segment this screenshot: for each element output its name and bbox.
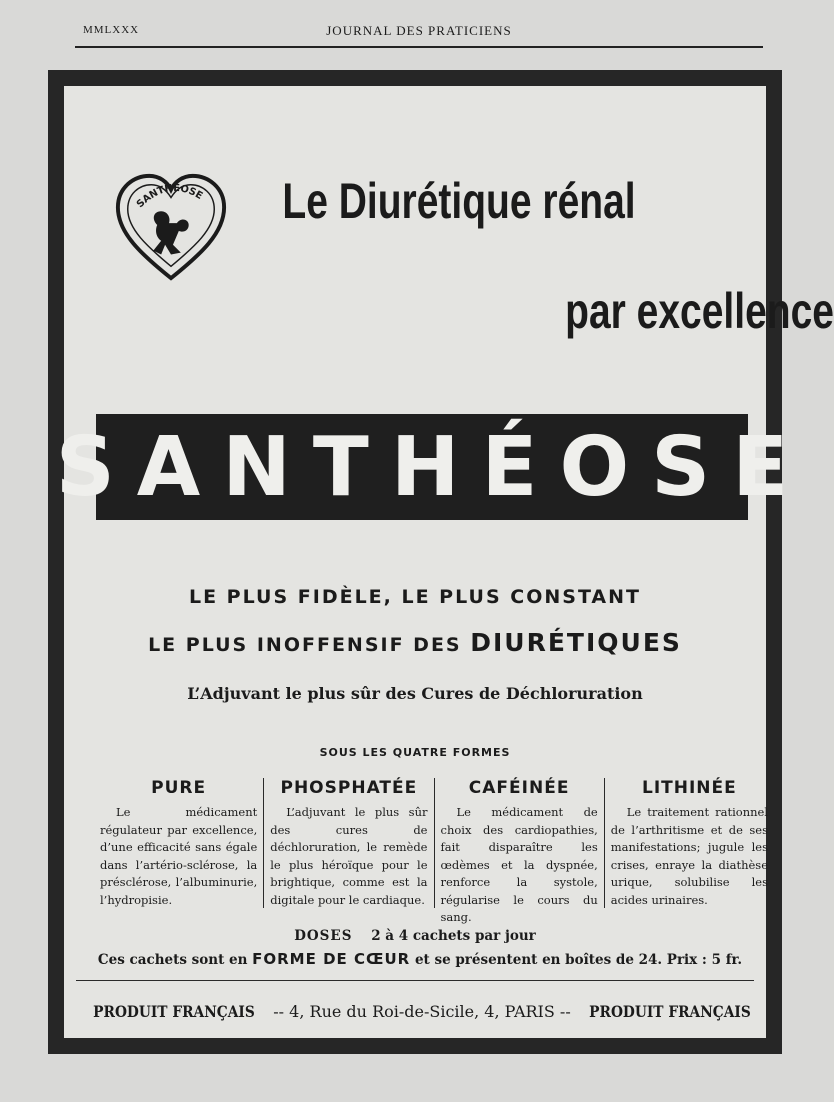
form-title: PURE bbox=[151, 778, 207, 798]
cachets-line bbox=[74, 950, 766, 968]
form-text: Le traitement rationnel de l’arthritisme et de ses manifestations; jugule les crises, enraye la diathèse urique, solubilise les acides urinaires. bbox=[610, 805, 768, 907]
form-title: CAFÉINÉE bbox=[468, 778, 570, 798]
logo-text: SANTHÉOSE bbox=[134, 182, 205, 211]
adjuvant-line: L’Adjuvant le plus sûr des Cures de Déchloruration bbox=[187, 684, 643, 703]
journal-header bbox=[75, 22, 763, 48]
footer-left: PRODUIT FRANÇAIS bbox=[93, 1002, 256, 1021]
form-text: Le médicament régulateur par excellence, d’une efficacité sans égale dans l’artério-sclérose, la présclérose, l’albuminurie, l’hydropisie. bbox=[100, 805, 258, 907]
brand-name: SANTHÉOSE bbox=[55, 419, 811, 515]
doses-line bbox=[64, 928, 766, 944]
form-text: L’adjuvant le plus sûr des cures de déchloruration, le remède le plus héroïque pour le brightique, comme est la digitale pour le cardiaque. bbox=[270, 805, 428, 907]
form-title: PHOSPHATÉE bbox=[280, 778, 418, 798]
footer-sep-2: -- bbox=[559, 1002, 576, 1021]
form-cafeinee bbox=[435, 778, 605, 924]
form-phosphatee bbox=[264, 778, 434, 908]
headline-line1: Le Diurétique rénal bbox=[282, 173, 636, 229]
page-number: MMLXXX bbox=[83, 24, 140, 36]
footer-right: PRODUIT FRANÇAIS bbox=[588, 1002, 751, 1021]
journal-title: JOURNAL DES PRATICIENS bbox=[326, 23, 512, 38]
tagline-2-prefix: LE PLUS INOFFENSIF DES bbox=[148, 634, 462, 656]
brand-banner bbox=[55, 414, 811, 520]
forms-intro: SOUS LES QUATRE FORMES bbox=[319, 746, 511, 759]
tagline-1: LE PLUS FIDÈLE, LE PLUS CONSTANT bbox=[188, 586, 641, 608]
cachets-before: Ces cachets sont en bbox=[97, 952, 248, 968]
footer-sep-1: -- bbox=[273, 1002, 290, 1021]
footer-line bbox=[78, 1002, 766, 1021]
cachets-after: et se présentent en boîtes de 24. Prix : 5 fr. bbox=[414, 952, 743, 968]
heart-emblem-icon bbox=[112, 168, 230, 286]
divider bbox=[76, 980, 754, 981]
headline-line2: par excellence bbox=[565, 283, 834, 339]
form-pure bbox=[94, 778, 264, 908]
form-title: LITHINÉE bbox=[641, 778, 737, 798]
advertisement-frame bbox=[48, 70, 834, 1054]
tagline-2 bbox=[64, 628, 766, 657]
forms-columns bbox=[94, 778, 774, 924]
doses-value: 2 à 4 cachets par jour bbox=[371, 928, 536, 944]
cachets-shape: FORME DE CŒUR bbox=[252, 950, 411, 968]
footer-address: 4, Rue du Roi-de-Sicile, 4, PARIS bbox=[289, 1002, 555, 1021]
tagline-2-big: DIURÉTIQUES bbox=[470, 628, 682, 657]
doses-label: DOSES bbox=[294, 928, 353, 944]
form-lithinee bbox=[605, 778, 774, 908]
form-text: Le médicament de choix des cardiopathies, fait disparaître les œdèmes et la dyspnée, renforce la systole, régularise le cours du sang. bbox=[440, 805, 598, 924]
